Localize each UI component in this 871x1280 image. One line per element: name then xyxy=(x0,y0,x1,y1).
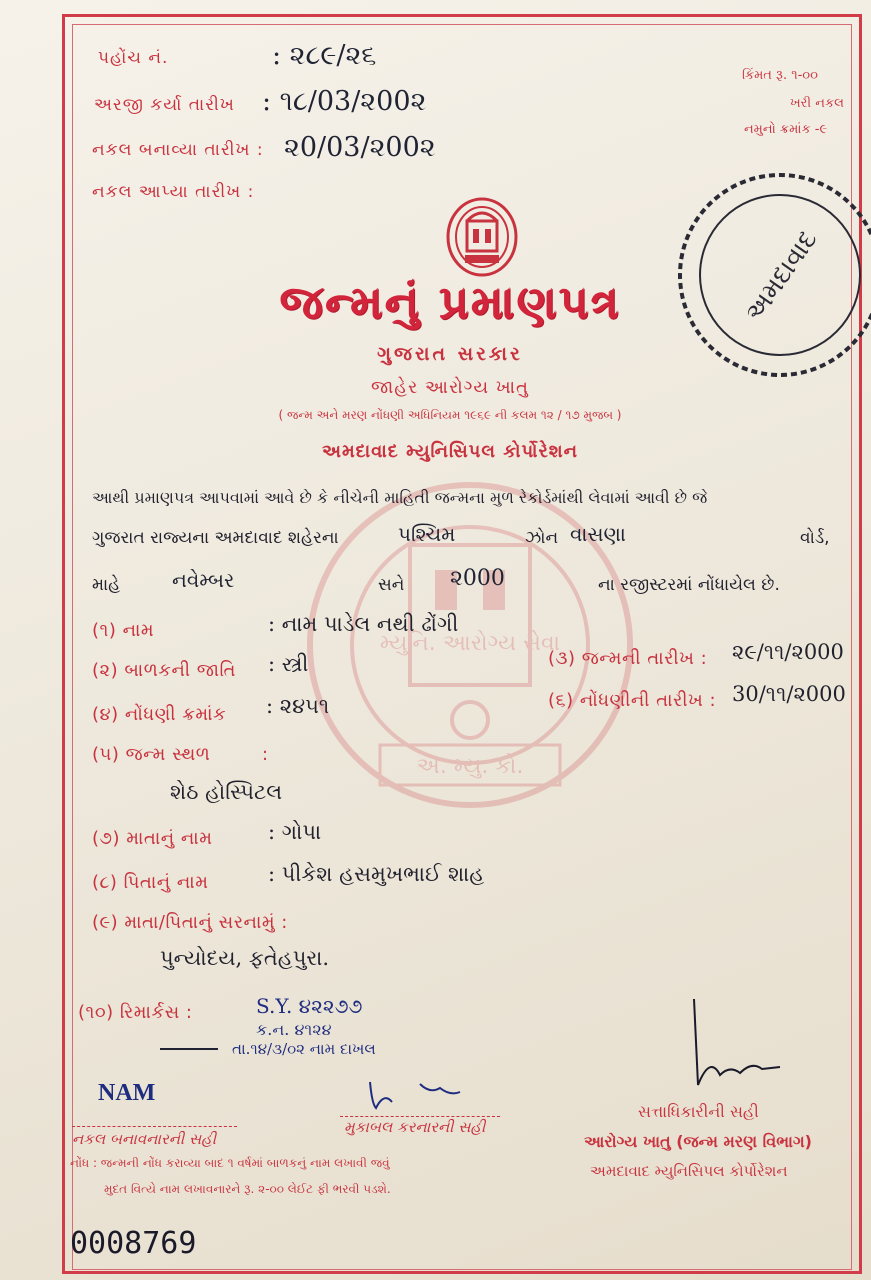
gender-value: : સ્ત્રી xyxy=(268,652,309,676)
zone-value: પશ્ચિમ xyxy=(398,522,456,546)
remarks-dash xyxy=(160,1048,218,1050)
father-name-label: (૮) પિતાનું નામ xyxy=(92,872,209,893)
authority-signature xyxy=(680,995,790,1095)
application-date-value: : ૧૮/03/૨00૨ xyxy=(262,86,427,117)
corporation-name: અમદાવાદ મ્યુનિસિપલ કોર્પોરેશન xyxy=(321,441,579,462)
month-value: નવેમ્બર xyxy=(172,568,235,592)
serial-number: 0008769 xyxy=(70,1226,197,1261)
copy-maker-mark: NAM xyxy=(98,1080,156,1106)
authority-department: આરોગ્ય ખાતુ (જન્મ મરણ વિભાગ) xyxy=(584,1132,812,1151)
copy-maker-line xyxy=(72,1126,237,1127)
registration-date-label: (૬) નોંધણીની તારીખ : xyxy=(548,690,717,711)
mother-name-value: : ગોપા xyxy=(268,820,322,844)
receipt-number-label: પહોંચ નં. xyxy=(98,48,169,68)
stamp-text: અમદાવાદ xyxy=(739,225,824,328)
father-name-value: : પીકેશ હસમુખભાઈ શાહ xyxy=(268,862,485,886)
verifier-label: મુકાબલ કરનારની સહી xyxy=(344,1118,486,1136)
ward-label: વોર્ડ, xyxy=(800,528,830,548)
address-label: (૯) માતા/પિતાનું સરનામું : xyxy=(92,912,288,933)
dob-value: ૨૯/૧૧/૨000 xyxy=(732,640,844,664)
government-name: ગુજરાત સરકાર xyxy=(377,343,523,365)
registration-date-value: 30/૧૧/૨000 xyxy=(732,682,846,706)
remarks-line-1: S.Y. ૪૨૨૭૭ xyxy=(256,994,363,1018)
remarks-line-3: તા.૧૪/૩/૦૨ નામ દાખલ xyxy=(232,1040,376,1058)
authority-corporation: અમદાવાદ મ્યુનિસિપલ કોર્પોરેશન xyxy=(590,1162,788,1180)
form-number-label: નમુનો ક્રમાંક -૯ xyxy=(744,122,828,137)
intro-line-2: ગુજરાત રાજ્યના અમદાવાદ શહેરના xyxy=(92,528,339,548)
ward-value: વાસણા xyxy=(570,522,626,546)
corporation-emblem-icon xyxy=(443,195,521,279)
watermark-seal-text: મ્યુનિ. આરોગ્ય સેવા xyxy=(379,631,561,656)
mother-name-label: (૭) માતાનું નામ xyxy=(92,828,213,849)
verifier-line xyxy=(340,1116,500,1117)
registration-number-label: (૪) નોંધણી ક્રમાંક xyxy=(92,704,227,725)
note-line-1: નોંધ : જન્મની નોંધ કરાવ્યા બાદ ૧ વર્ષમાં બાળકનું નામ લખાવી જવું xyxy=(70,1156,390,1170)
name-value: : નામ પાડેલ નથી ઢોંગી xyxy=(268,612,459,636)
department-name: જાહેર આરોગ્ય ખાતુ xyxy=(370,377,529,398)
remarks-label: (૧૦) રિમાર્કસ : xyxy=(78,1002,193,1023)
note-line-2: મુદત વિત્યે નામ લખાવનારને રૂ. ૨-૦૦ લેઈટ ફી ભરવી પડશે. xyxy=(104,1182,391,1196)
gender-label: (૨) બાળકની જાતિ xyxy=(92,660,236,681)
zone-label: ઝોન xyxy=(525,528,559,548)
address-value: પુન્યોદય, ફતેહપુરા. xyxy=(160,946,330,970)
dob-label: (૩) જન્મની તારીખ : xyxy=(548,648,708,669)
birthplace-label: (૫) જન્મ સ્થળ xyxy=(92,744,211,765)
copy-made-date-value: ૨0/03/૨00૨ xyxy=(284,132,436,163)
receipt-number-value: : ૨૮૯/૨૬ xyxy=(272,40,377,71)
year-value: ૨000 xyxy=(450,566,505,591)
intro-line-1: આથી પ્રમાણપત્ર આપવામાં આવે છે કે નીચેની માહિતી જન્મના મુળ રેકોર્ડમાંથી લેવામાં આવી છે જે xyxy=(92,488,708,507)
act-reference: ( જન્મ અને મરણ નોંધણી અધિનિયમ ૧૯૬૯ ની કલમ ૧૨ / ૧૭ મુજબ ) xyxy=(278,408,622,422)
remarks-line-2: ક.ન. ૪૧૨૪ xyxy=(256,1020,332,1039)
true-copy-label: ખરી નકલ xyxy=(790,96,844,111)
birthplace-value: શેઠ હોસ્પિટલ xyxy=(170,780,283,804)
copy-maker-label: નકલ બનાવનારની સહી xyxy=(72,1130,217,1148)
copy-given-date-label: નકલ આપ્યા તારીખ : xyxy=(92,182,255,202)
name-label: (૧) નામ xyxy=(92,620,155,641)
month-label: માહે xyxy=(92,575,121,595)
price-label: કિંમત રૂ. ૧-૦૦ xyxy=(742,68,818,83)
register-suffix: ના રજીસ્ટરમાં નોંધાયેલ છે. xyxy=(598,575,780,595)
registration-number-value: : ૨૪૫૧ xyxy=(266,694,330,718)
verifier-signature xyxy=(360,1074,490,1118)
copy-made-date-label: નકલ બનાવ્યા તારીખ : xyxy=(92,140,264,160)
certificate-title: જન્મનું પ્રમાણપત્ર xyxy=(279,275,621,329)
watermark-text: અ. મ્યુ. કો. xyxy=(416,754,524,779)
birthplace-colon: : xyxy=(262,744,269,765)
year-label: સને xyxy=(378,575,405,595)
application-date-label: અરજી કર્યા તારીખ xyxy=(94,95,235,115)
authority-label: સત્તાધિકારીની સહી xyxy=(638,1102,759,1121)
